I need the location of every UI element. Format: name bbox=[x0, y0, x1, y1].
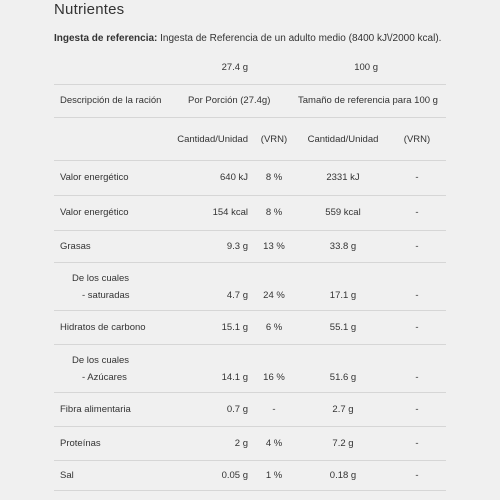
column-header-row bbox=[54, 84, 446, 117]
table-row bbox=[54, 310, 446, 344]
table-row bbox=[54, 392, 446, 426]
nutrient-label: Fibra alimentaria bbox=[54, 392, 160, 426]
vrn100-cell: - bbox=[388, 392, 446, 426]
qty100-cell: 33.8 g bbox=[298, 230, 388, 262]
nutrient-label: Valor energético bbox=[54, 160, 160, 195]
vrn-cell: 8 % bbox=[250, 160, 298, 195]
portion-size: 27.4 g bbox=[221, 62, 248, 74]
vrn100-cell: - bbox=[388, 426, 446, 460]
qty-cell: 14.1 g bbox=[221, 372, 248, 383]
nutrient-label: Valor energético bbox=[54, 195, 160, 230]
qty100-header: Cantidad/Unidad bbox=[307, 134, 379, 145]
qty-cell: 0.7 g bbox=[160, 392, 250, 426]
subheader-row bbox=[54, 127, 446, 152]
table-row bbox=[54, 230, 446, 262]
qty100-cell: 2.7 g bbox=[298, 392, 388, 426]
qty100-cell: 51.6 g bbox=[329, 372, 357, 383]
vrn100-cell: - bbox=[388, 460, 446, 490]
qty-cell: 640 kJ bbox=[160, 160, 250, 195]
qty100-cell: 2331 kJ bbox=[298, 160, 388, 195]
vrn100-cell: - bbox=[388, 230, 446, 262]
qty-cell: 15.1 g bbox=[160, 310, 250, 344]
table-row bbox=[54, 160, 446, 195]
reference-intake-text: Ingesta de Referencia de un adulto medio (8400 kJ\/2000 kcal). bbox=[157, 33, 442, 44]
qty-cell: 9.3 g bbox=[160, 230, 250, 262]
table-row bbox=[54, 286, 446, 310]
reference-intake-label: Ingesta de referencia: bbox=[54, 33, 158, 44]
qty-header: Cantidad/Unidad bbox=[177, 134, 248, 145]
table-row bbox=[54, 368, 446, 392]
qty100-cell: 17.1 g bbox=[329, 290, 357, 301]
qty100-cell: 559 kcal bbox=[298, 195, 388, 230]
table-row-group-label bbox=[54, 344, 446, 368]
vrn-cell: 4 % bbox=[250, 426, 298, 460]
vrn100-cell: - bbox=[388, 160, 446, 195]
page-title: Nutrientes bbox=[54, 1, 125, 18]
portion-size-row bbox=[54, 52, 446, 84]
nutrient-label: - Azúcares bbox=[82, 372, 127, 383]
reference-intake-line bbox=[54, 33, 441, 44]
per-portion-header: Por Porción (27.4g) bbox=[160, 84, 298, 117]
group-label: De los cuales bbox=[54, 262, 160, 286]
qty100-cell: 55.1 g bbox=[298, 310, 388, 344]
reference-size: 100 g bbox=[354, 62, 378, 74]
qty-cell: 154 kcal bbox=[160, 195, 250, 230]
nutrient-label: Hidratos de carbono bbox=[54, 310, 160, 344]
vrn100-header: (VRN) bbox=[403, 134, 431, 145]
vrn-cell: 16 % bbox=[263, 372, 285, 383]
vrn-cell: 8 % bbox=[250, 195, 298, 230]
table-row bbox=[54, 426, 446, 460]
vrn100-cell: - bbox=[415, 290, 419, 301]
vrn100-cell: - bbox=[415, 372, 419, 383]
table-row bbox=[54, 195, 446, 230]
qty-cell: 2 g bbox=[160, 426, 250, 460]
nutrition-table bbox=[54, 52, 446, 492]
table-row bbox=[54, 460, 446, 490]
group-label: De los cuales bbox=[54, 344, 160, 368]
nutrient-label: Proteínas bbox=[54, 426, 160, 460]
qty-cell: 4.7 g bbox=[226, 290, 248, 301]
vrn-cell: 13 % bbox=[250, 230, 298, 262]
description-header: Descripción de la ración bbox=[54, 84, 160, 117]
nutrient-label: - saturadas bbox=[82, 290, 130, 301]
vrn-cell: 1 % bbox=[250, 460, 298, 490]
vrn100-cell: - bbox=[388, 310, 446, 344]
nutrient-label: Grasas bbox=[54, 230, 160, 262]
vrn-header: (VRN) bbox=[260, 134, 288, 145]
qty-cell: 0.05 g bbox=[160, 460, 250, 490]
table-row-group-label bbox=[54, 262, 446, 286]
vrn-cell: 6 % bbox=[250, 310, 298, 344]
qty100-cell: 0.18 g bbox=[298, 460, 388, 490]
qty100-cell: 7.2 g bbox=[298, 426, 388, 460]
vrn-cell: - bbox=[250, 392, 298, 426]
per-100-header: Tamaño de referencia para 100 g bbox=[298, 84, 446, 117]
vrn100-cell: - bbox=[388, 195, 446, 230]
nutrient-label: Sal bbox=[54, 460, 160, 490]
vrn-cell: 24 % bbox=[263, 290, 285, 301]
